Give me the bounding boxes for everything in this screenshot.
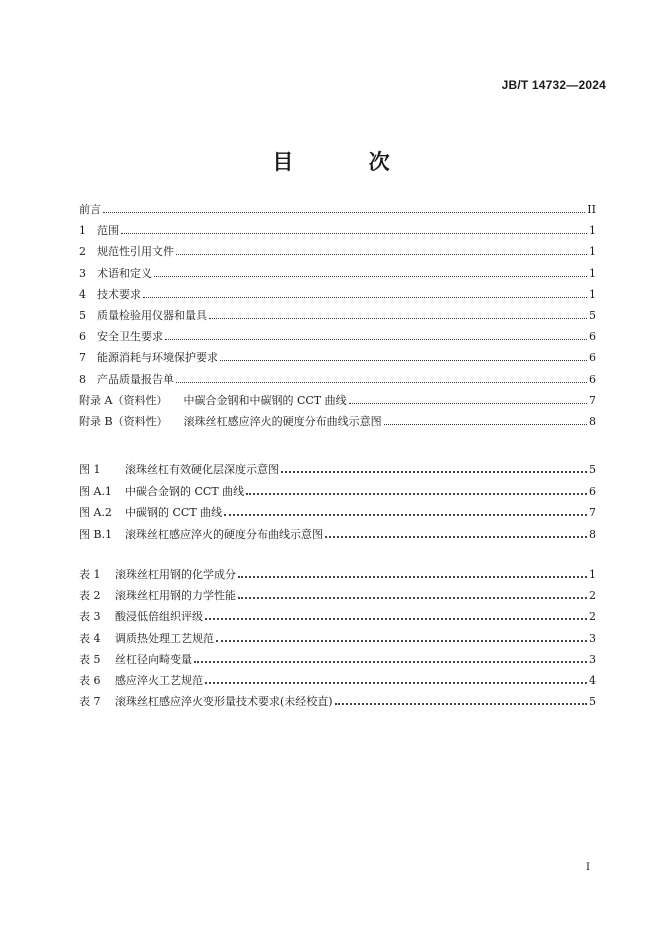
toc-entry-page: 3 (589, 652, 596, 666)
page-number: I (586, 862, 590, 873)
toc-entry-label: 滚珠丝杠用钢的化学成分 (115, 568, 236, 581)
toc-entry[interactable] (79, 483, 596, 499)
toc-entry[interactable] (79, 413, 596, 429)
toc-leader-dots (220, 359, 587, 361)
toc-entry[interactable] (79, 526, 596, 542)
toc-entry-label: 技术要求 (97, 287, 141, 301)
toc-leader-dots (194, 660, 587, 663)
toc-entry[interactable] (79, 587, 596, 603)
toc-leader-dots (216, 639, 587, 642)
toc-entry[interactable] (79, 672, 596, 688)
toc-leader-dots (335, 702, 587, 705)
toc-entry[interactable] (79, 265, 596, 281)
toc-entry-number: 6 (79, 330, 86, 344)
toc-entry[interactable] (79, 630, 596, 646)
toc-entry-number: 图 1 (79, 463, 101, 476)
toc-entry-label: 中碳钢的 CCT 曲线 (125, 506, 223, 519)
toc-entry-page: 5 (589, 463, 596, 476)
toc-entry-label: 产品质量报告单 (97, 372, 174, 386)
toc-entry-label: 质量检验用仪器和量具 (97, 309, 207, 322)
toc-leader-dots (165, 338, 587, 340)
toc-entry-page: 1 (589, 266, 596, 280)
toc-entry-number: 1 (79, 224, 86, 238)
toc-entry[interactable] (79, 328, 596, 344)
toc-entry-number: 表 3 (79, 610, 101, 624)
toc-entry[interactable] (79, 371, 596, 387)
toc-leader-dots (224, 513, 587, 516)
toc-entry-label: 安全卫生要求 (97, 330, 163, 344)
toc-entry[interactable] (79, 461, 596, 477)
toc-leader-dots (209, 317, 587, 319)
toc-entry-label: 酸浸低倍组织评级 (115, 610, 203, 624)
toc-entry-label: 术语和定义 (97, 266, 152, 280)
toc-entry-number: 2 (79, 245, 86, 259)
toc-leader-dots (349, 402, 587, 404)
toc-entry-number: 附录 B（资料性） (79, 415, 168, 428)
toc-entry[interactable] (79, 307, 596, 323)
toc-leader-dots (238, 575, 587, 578)
toc-entry-label: 调质热处理工艺规范 (115, 631, 214, 645)
toc-leader-dots (205, 617, 587, 620)
toc-entry-page: 2 (589, 610, 596, 624)
toc-entry-number: 表 4 (79, 631, 101, 645)
toc-entry-page: 8 (589, 527, 596, 541)
toc-leader-dots (103, 211, 585, 213)
toc-entry-number: 图 A.2 (79, 506, 112, 519)
toc-entry-page: 8 (589, 415, 596, 428)
toc-entry-page: II (587, 203, 596, 216)
toc-entry-number: 表 1 (79, 568, 101, 581)
toc-entry-number: 图 B.1 (79, 527, 113, 541)
toc-entry[interactable] (79, 608, 596, 624)
toc-entry[interactable] (79, 504, 596, 520)
toc-entry[interactable] (79, 693, 596, 709)
toc-entry-label: 感应淬火工艺规范 (115, 674, 203, 687)
toc-entry-number: 图 A.1 (79, 484, 112, 498)
toc-entry[interactable] (79, 651, 596, 667)
toc-entry-page: 5 (589, 309, 596, 322)
toc-entry[interactable] (79, 201, 596, 217)
toc-entry-label: 中碳合金钢和中碳钢的 CCT 曲线 (183, 393, 347, 407)
toc-leader-dots (176, 381, 587, 383)
toc-entry-page: 3 (589, 631, 596, 645)
toc-entry-number: 表 7 (79, 695, 101, 709)
toc-entry-label: 滚珠丝杠感应淬火的硬度分布曲线示意图 (125, 527, 323, 541)
toc-entry-number: 5 (79, 309, 86, 322)
toc-leader-dots (246, 492, 587, 495)
toc-entry-page: 6 (589, 484, 596, 498)
toc-entry-page: 6 (589, 372, 596, 386)
page-title: 目 次 (272, 150, 424, 174)
toc-leader-dots (281, 470, 587, 473)
toc-leader-dots (154, 275, 587, 277)
toc-entry-number: 表 6 (79, 674, 101, 687)
toc-entry-label: 能源消耗与环境保护要求 (97, 351, 218, 365)
toc-entry-number: 表 2 (79, 589, 101, 603)
toc-entry[interactable] (79, 243, 596, 259)
toc-entry-label: 滚珠丝杠用钢的力学性能 (115, 589, 236, 603)
toc-entry-page: 1 (589, 245, 596, 259)
toc-leader-dots (384, 423, 587, 425)
toc-entry-label: 滚珠丝杠有效硬化层深度示意图 (125, 463, 279, 476)
toc-entry-label: 范围 (97, 224, 119, 238)
toc-entry-page: 5 (589, 695, 596, 709)
toc-entry-label: 规范性引用文件 (97, 245, 174, 259)
toc-entry[interactable] (79, 286, 596, 302)
toc-leader-dots (238, 596, 587, 599)
toc-entry-number: 4 (79, 287, 86, 301)
toc-entry-page: 1 (589, 568, 596, 581)
toc-leader-dots (325, 535, 587, 538)
standard-number: JB/T 14732—2024 (501, 78, 606, 92)
toc-entry-label: 中碳合金钢的 CCT 曲线 (125, 484, 245, 498)
toc-entry-page: 4 (589, 674, 596, 687)
toc-entry-label: 滚珠丝杠感应淬火变形量技术要求(未经校直) (115, 695, 333, 709)
toc-entry-number: 7 (79, 351, 86, 365)
toc-entry-page: 6 (589, 330, 596, 344)
toc-entry-number: 表 5 (79, 652, 101, 666)
toc-entry[interactable] (79, 222, 596, 238)
toc-entry[interactable] (79, 349, 596, 365)
toc-entry-number: 8 (79, 372, 86, 386)
toc-entry-label: 滚珠丝杠感应淬火的硬度分布曲线示意图 (183, 415, 382, 428)
toc-entry-page: 2 (589, 589, 596, 603)
toc-entry-page: 7 (589, 393, 596, 407)
toc-leader-dots (143, 296, 587, 298)
toc-leader-dots (121, 232, 587, 234)
toc-entry-page: 1 (589, 287, 596, 301)
toc-entry-number: 3 (79, 266, 86, 280)
toc-entry-number: 附录 A（资料性） (79, 393, 168, 407)
toc-entry[interactable] (79, 566, 596, 582)
toc-leader-dots (205, 681, 587, 684)
toc-entry-label: 前言 (79, 203, 101, 216)
toc-entry-page: 7 (589, 506, 596, 519)
toc-entry-page: 6 (589, 351, 596, 365)
toc-entry-page: 1 (589, 224, 596, 238)
toc-leader-dots (176, 253, 587, 255)
toc-entry[interactable] (79, 392, 596, 408)
toc-entry-label: 丝杠径向畸变量 (115, 652, 192, 666)
